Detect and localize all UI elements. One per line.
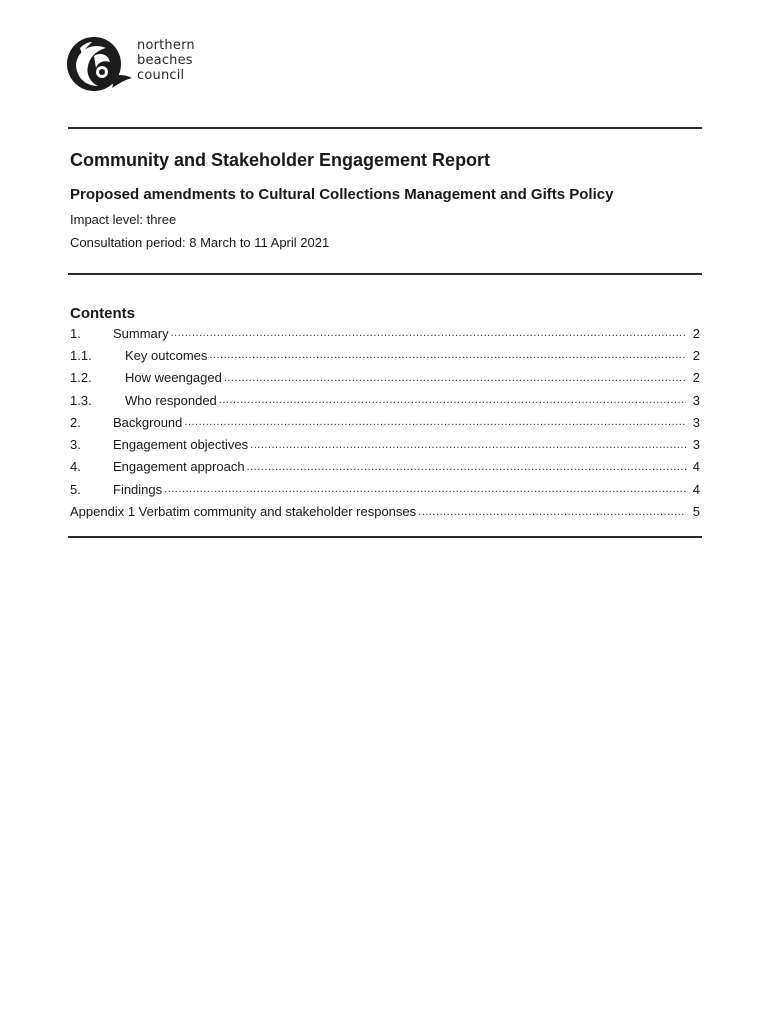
toc-number: 1.1. — [70, 347, 92, 363]
toc-entry-background[interactable] — [70, 411, 700, 433]
toc-leader — [247, 461, 686, 473]
toc-label: Findings — [113, 481, 163, 497]
toc-label: Engagement objectives — [113, 437, 249, 453]
toc-label: Who responded — [125, 392, 217, 408]
toc-entry-key-outcomes[interactable] — [70, 344, 700, 366]
toc-number: 5. — [70, 481, 81, 497]
top-divider — [68, 127, 702, 129]
toc-entry-summary[interactable] — [70, 322, 700, 344]
toc-label: Key outcomes — [125, 347, 208, 363]
toc-number: 2. — [70, 414, 81, 430]
logo-line-1: northern — [137, 38, 195, 53]
toc-label: Engagement approach — [113, 459, 245, 475]
toc-label: How weengaged — [125, 370, 222, 386]
toc-number: 3. — [70, 437, 81, 453]
toc-page: 3 — [692, 414, 700, 430]
council-logo — [64, 34, 204, 94]
toc-leader — [171, 327, 686, 339]
toc-entry-findings[interactable] — [70, 478, 700, 500]
header-divider — [68, 273, 702, 275]
toc-page: 4 — [692, 481, 700, 497]
toc-page: 5 — [692, 504, 700, 520]
toc-leader — [224, 372, 686, 384]
toc-leader — [164, 483, 686, 495]
toc-leader — [219, 394, 686, 406]
toc-entry-how-we-engaged[interactable] — [70, 367, 700, 389]
toc-page: 3 — [692, 392, 700, 408]
report-title: Community and Stakeholder Engagement Report — [70, 150, 491, 170]
toc-entry-engagement-objectives[interactable] — [70, 433, 700, 455]
bottom-divider — [68, 536, 702, 538]
toc-page: 2 — [692, 370, 700, 386]
toc-number: 1. — [70, 325, 81, 341]
logo-line-2: beaches — [137, 53, 193, 68]
toc-leader — [418, 506, 686, 518]
table-of-contents — [70, 322, 700, 523]
impact-level: Impact level: three — [70, 212, 177, 227]
toc-entry-appendix-1[interactable] — [70, 500, 700, 522]
council-emblem-icon — [64, 34, 134, 94]
toc-label: Appendix 1 Verbatim community and stakeholder responses — [70, 504, 417, 520]
toc-page: 3 — [692, 437, 700, 453]
contents-heading: Contents — [70, 305, 135, 322]
toc-leader — [250, 439, 686, 451]
logo-line-3: council — [137, 68, 185, 83]
toc-page: 2 — [692, 347, 700, 363]
council-name — [137, 38, 195, 83]
toc-leader — [209, 349, 686, 361]
toc-leader — [184, 416, 686, 428]
toc-label: Background — [113, 414, 183, 430]
toc-page: 4 — [692, 459, 700, 475]
toc-entry-who-responded[interactable] — [70, 389, 700, 411]
toc-number: 4. — [70, 459, 81, 475]
report-subtitle: Proposed amendments to Cultural Collections Management and Gifts Policy — [70, 186, 614, 203]
toc-number: 1.2. — [70, 370, 92, 386]
toc-number: 1.3. — [70, 392, 92, 408]
toc-page: 2 — [692, 325, 700, 341]
consultation-period: Consultation period: 8 March to 11 April 2021 — [70, 235, 330, 250]
toc-entry-engagement-approach[interactable] — [70, 456, 700, 478]
toc-label: Summary — [113, 325, 169, 341]
